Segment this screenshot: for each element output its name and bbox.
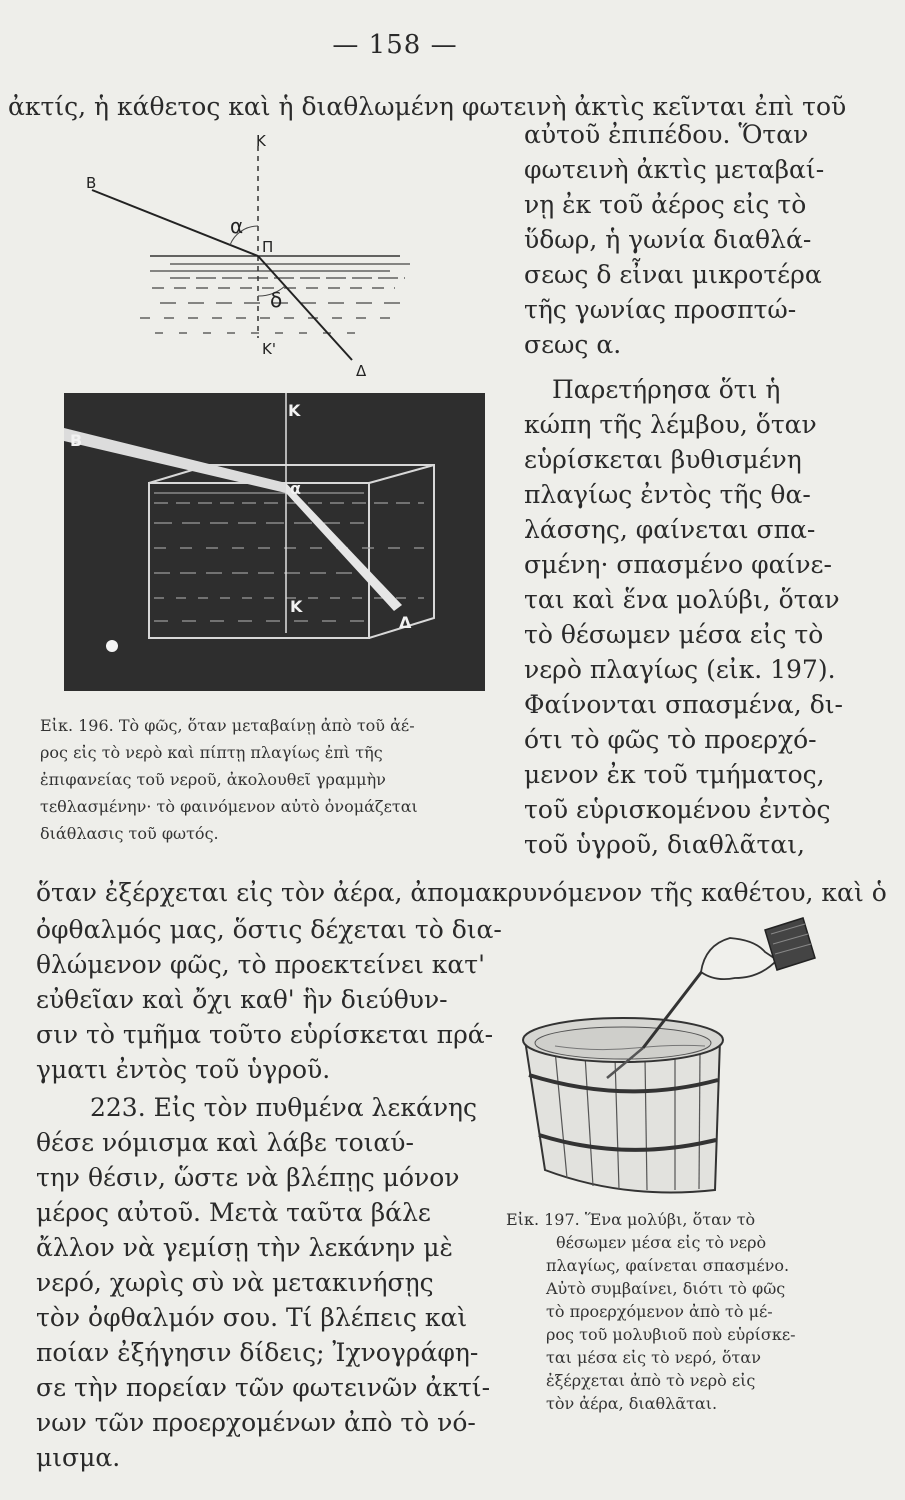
text-line: τοῦ εὑρισκομένου ἐντὸς (524, 795, 831, 824)
text-line: ότι τὸ φῶς τὸ προερχό- (524, 725, 817, 754)
text-line: αὐτοῦ ἐπιπέδου. Ὅταν (524, 120, 809, 149)
text-line: μενον ἐκ τοῦ τμήματος, (524, 760, 825, 789)
text-line: θλώμενον φῶς, τὸ προεκτείνει κατ' (36, 950, 485, 979)
text-line: 223. Εἰς τὸν πυθμένα λεκάνης (90, 1093, 478, 1122)
diagram-label-alpha: α (230, 214, 244, 238)
text-line: Παρετήρησα ὅτι ἡ (552, 375, 781, 404)
text-line: Φαίνονται σπασμένα, δι- (524, 690, 844, 719)
text-line: τῆς γωνίας προσπτώ- (524, 295, 797, 324)
text-line: λάσσης, φαίνεται σπα- (524, 515, 816, 544)
text-line: ἄλλον νὰ γεμίσῃ τὴν λεκάνην μὲ (36, 1233, 453, 1262)
text-line: νων τῶν προερχομένων ἀπὸ τὸ νό- (36, 1408, 476, 1437)
caption-line: τεθλασμένην· τὸ φαινόμενον αὐτὸ ὀνομάζεται (40, 797, 418, 816)
text-line: σεως δ εἶναι μικροτέρα (524, 260, 822, 289)
text-line: νερό, χωρὶς σὺ νὰ μετακινήσῃς (36, 1268, 434, 1297)
refraction-diagram (60, 128, 430, 390)
text-line: μέρος αὐτοῦ. Μετὰ ταῦτα βάλε (36, 1198, 431, 1227)
text-line: σμένη· σπασμένο φαίνε- (524, 550, 832, 579)
photo-label-k-lower: Κ (290, 597, 303, 616)
text-line: νῃ ἐκ τοῦ ἀέρος εἰς τὸ (524, 190, 807, 219)
text-line: ὕδωρ, ἡ γωνία διαθλά- (524, 225, 812, 254)
caption-line: θέσωμεν μέσα εἰς τὸ νερὸ (556, 1233, 767, 1252)
text-line: σιν τὸ τμῆμα τοῦτο εὑρίσκεται πρά- (36, 1020, 494, 1049)
tub-illustration-svg (515, 900, 845, 1200)
caption-line: Εἰκ. 197. Ἕνα μολύβι, ὅταν τὸ (506, 1210, 756, 1229)
photo-label-delta: Δ (399, 613, 412, 632)
diagram-label-k-prime: Κ' (262, 340, 276, 358)
text-line: ται καὶ ἕνα μολύβι, ὅταν (524, 585, 840, 614)
caption-line: διάθλασις τοῦ φωτός. (40, 824, 219, 843)
caption-line: πλαγίως, φαίνεται σπασμένο. (546, 1256, 790, 1275)
pencil-in-tub-illustration (515, 900, 845, 1200)
text-line: εὑρίσκεται βυθισμένη (524, 445, 802, 474)
refraction-diagram-svg (60, 128, 430, 390)
caption-line: ἐξέρχεται ἀπὸ τὸ νερὸ εἰς (546, 1371, 756, 1390)
caption-line: τὸ προερχόμενον ἀπὸ τὸ μέ- (546, 1302, 773, 1321)
photo-label-k: Κ (288, 401, 301, 420)
text-line: τὸν ὀφθαλμόν σου. Τί βλέπεις καὶ (36, 1303, 468, 1332)
text-line: εὐθεῖαν καὶ ὄχι καθ' ἣν διεύθυν- (36, 985, 448, 1014)
photo-label-alpha: α (290, 479, 301, 498)
caption-line: ρος εἰς τὸ νερὸ καὶ πίπτῃ πλαγίως ἐπὶ τῆς (40, 743, 383, 762)
caption-line: Εἰκ. 196. Τὸ φῶς, ὅταν μεταβαίνῃ ἀπὸ τοῦ ἀέ- (40, 716, 415, 735)
photo-label-b: Β (70, 431, 83, 450)
page-number: — 158 — (332, 30, 458, 60)
text-line-full: ὅταν ἐξέρχεται εἰς τὸν ἀέρα, ἀπομακρυνόμενον τῆς καθέτου, καὶ ὁ (36, 878, 887, 907)
caption-line: Αὐτὸ συμβαίνει, διότι τὸ φῶς (546, 1279, 786, 1298)
caption-line: ται μέσα εἰς τὸ νερό, ὅταν (546, 1348, 761, 1367)
text-line: πλαγίως ἐντὸς τῆς θα- (524, 480, 811, 509)
caption-line: τὸν ἀέρα, διαθλᾶται. (546, 1394, 718, 1413)
text-line: θέσε νόμισμα καὶ λάβε τοιαύ- (36, 1128, 414, 1157)
diagram-label-k: Κ (256, 132, 266, 150)
text-line: τὸ θέσωμεν μέσα εἰς τὸ (524, 620, 824, 649)
caption-line: ἐπιφανείας τοῦ νεροῦ, ἀκολουθεῖ γραμμὴν (40, 770, 386, 789)
caption-line: ρος τοῦ μολυβιοῦ ποὺ εὑρίσκε- (546, 1325, 796, 1344)
text-line: φωτεινὴ ἀκτὶς μεταβαί- (524, 155, 825, 184)
text-line: σεως α. (524, 330, 622, 359)
text-line: σε τὴν πορείαν τῶν φωτεινῶν ἀκτί- (36, 1373, 491, 1402)
text-line: γματι ἐντὸς τοῦ ὑγροῦ. (36, 1055, 331, 1084)
text-line: νερὸ πλαγίως (εἰκ. 197). (524, 655, 836, 684)
diagram-label-b: Β (86, 174, 97, 192)
refraction-tank-photo (64, 393, 485, 691)
diagram-label-delta: Δ (356, 362, 367, 380)
text-line: μισμα. (36, 1443, 121, 1472)
text-line: την θέσιν, ὥστε νὰ βλέπῃς μόνον (36, 1163, 460, 1192)
diagram-label-delta-small: δ (270, 288, 283, 312)
diagram-label-p: Π (262, 238, 274, 256)
text-line-top: ἀκτίς, ἡ κάθετος καὶ ἡ διαθλωμένη φωτεινὴ ἀκτὶς κεῖνται ἐπὶ τοῦ (8, 92, 847, 121)
text-line: τοῦ ὑγροῦ, διαθλᾶται, (524, 830, 805, 859)
text-line: ὀφθαλμός μας, ὅστις δέχεται τὸ δια- (36, 915, 502, 944)
text-line: κώπη τῆς λέμβου, ὅταν (524, 410, 817, 439)
text-line: ποίαν ἐξήγησιν δίδεις; Ἰχνογράφη- (36, 1338, 479, 1367)
tank-photo-svg (64, 393, 485, 691)
